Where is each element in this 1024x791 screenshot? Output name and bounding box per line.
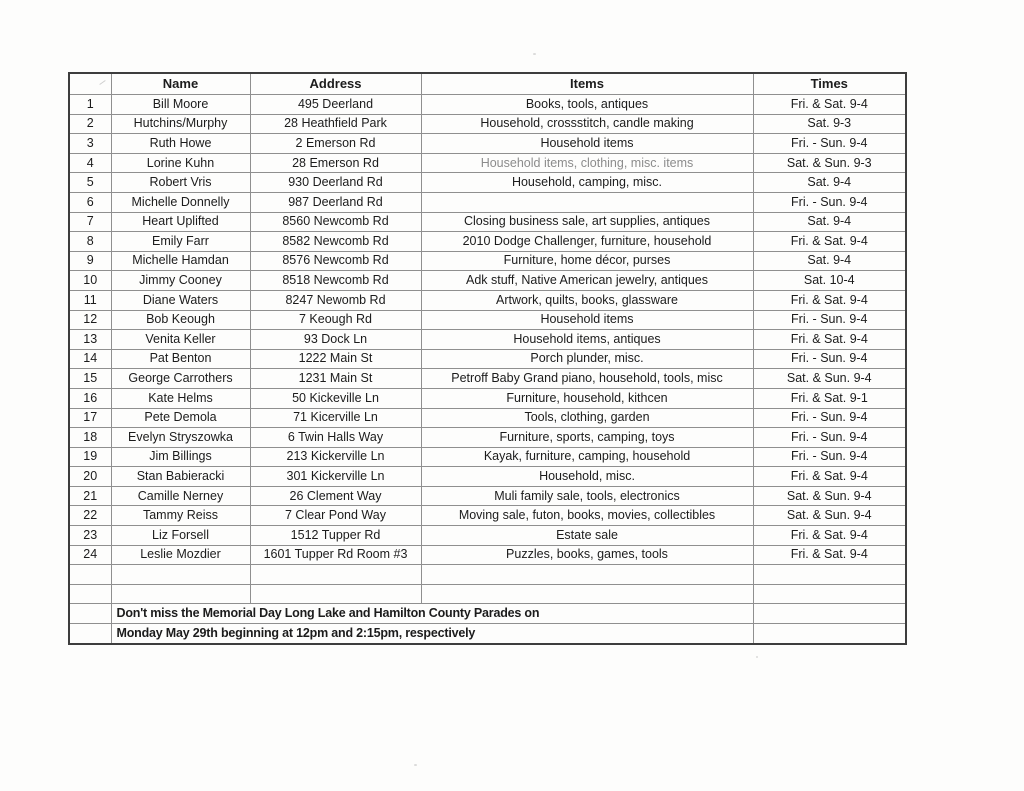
cell-number: 18 xyxy=(69,428,111,448)
cell-name: Tammy Reiss xyxy=(111,506,250,526)
cell-number: 8 xyxy=(69,232,111,252)
cell-address: 301 Kickerville Ln xyxy=(250,467,421,487)
note-row xyxy=(69,624,906,644)
table-row xyxy=(69,388,906,408)
cell-times: Sat. 9-3 xyxy=(753,114,906,134)
cell-times: Fri. & Sat. 9-4 xyxy=(753,526,906,546)
cell-times: Sat. & Sun. 9-4 xyxy=(753,369,906,389)
table-row xyxy=(69,545,906,565)
cell-name: Robert Vris xyxy=(111,173,250,193)
cell-name: Pat Benton xyxy=(111,349,250,369)
scan-speck xyxy=(533,53,536,55)
cell-number: 1 xyxy=(69,95,111,115)
cell-address: 93 Dock Ln xyxy=(250,330,421,350)
cell-address: 28 Emerson Rd xyxy=(250,153,421,173)
cell-name: Heart Uplifted xyxy=(111,212,250,232)
cell-times xyxy=(753,584,906,604)
cell-times: Fri. - Sun. 9-4 xyxy=(753,310,906,330)
table-row xyxy=(69,212,906,232)
cell-times: Fri. & Sat. 9-4 xyxy=(753,232,906,252)
cell-times: Fri. - Sun. 9-4 xyxy=(753,428,906,448)
cell-number: 14 xyxy=(69,349,111,369)
cell-number: 23 xyxy=(69,526,111,546)
header-row xyxy=(69,73,906,95)
cell-number: 15 xyxy=(69,369,111,389)
scan-speck xyxy=(414,764,417,766)
cell-times: Fri. - Sun. 9-4 xyxy=(753,447,906,467)
cell-name: Kate Helms xyxy=(111,388,250,408)
cell-number: 6 xyxy=(69,192,111,212)
cell-name: George Carrothers xyxy=(111,369,250,389)
cell-times: Fri. - Sun. 9-4 xyxy=(753,349,906,369)
cell-times: Fri. & Sat. 9-4 xyxy=(753,467,906,487)
cell-items xyxy=(421,565,753,585)
cell-items: Tools, clothing, garden xyxy=(421,408,753,428)
cell-items: Puzzles, books, games, tools xyxy=(421,545,753,565)
cell-name: Pete Demola xyxy=(111,408,250,428)
table-row xyxy=(69,467,906,487)
cell-name: Bill Moore xyxy=(111,95,250,115)
empty-row xyxy=(69,565,906,585)
table-row xyxy=(69,486,906,506)
table-row xyxy=(69,428,906,448)
cell-times: Fri. - Sun. 9-4 xyxy=(753,134,906,154)
cell-address: 930 Deerland Rd xyxy=(250,173,421,193)
table-row xyxy=(69,153,906,173)
cell-times xyxy=(753,604,906,624)
cell-name: Bob Keough xyxy=(111,310,250,330)
cell-address: 8576 Newcomb Rd xyxy=(250,251,421,271)
cell-items: Adk stuff, Native American jewelry, antiques xyxy=(421,271,753,291)
cell-times: Fri. & Sat. 9-4 xyxy=(753,330,906,350)
cell-name xyxy=(111,565,250,585)
header-address: Address xyxy=(250,73,421,95)
cell-name: Leslie Mozdier xyxy=(111,545,250,565)
header-name: Name xyxy=(111,73,250,95)
cell-address: 495 Deerland xyxy=(250,95,421,115)
cell-times: Fri. & Sat. 9-4 xyxy=(753,95,906,115)
cell-number xyxy=(69,624,111,644)
garage-sale-table xyxy=(68,72,907,645)
header-num xyxy=(69,73,111,95)
table-row xyxy=(69,447,906,467)
cell-items: Petroff Baby Grand piano, household, tools, misc xyxy=(421,369,753,389)
cell-number: 19 xyxy=(69,447,111,467)
cell-number: 4 xyxy=(69,153,111,173)
cell-address: 71 Kicerville Ln xyxy=(250,408,421,428)
cell-address: 987 Deerland Rd xyxy=(250,192,421,212)
cell-address: 1601 Tupper Rd Room #3 xyxy=(250,545,421,565)
cell-address: 50 Kickeville Ln xyxy=(250,388,421,408)
cell-times: Fri. & Sat. 9-4 xyxy=(753,545,906,565)
cell-address: 213 Kickerville Ln xyxy=(250,447,421,467)
scan-speck xyxy=(756,656,758,658)
cell-number: 24 xyxy=(69,545,111,565)
cell-name: Lorine Kuhn xyxy=(111,153,250,173)
cell-name: Michelle Hamdan xyxy=(111,251,250,271)
table-row xyxy=(69,408,906,428)
cell-name: Liz Forsell xyxy=(111,526,250,546)
cell-name: Diane Waters xyxy=(111,290,250,310)
cell-items: Household items, antiques xyxy=(421,330,753,350)
cell-items: Furniture, household, kithcen xyxy=(421,388,753,408)
cell-number: 3 xyxy=(69,134,111,154)
cell-times xyxy=(753,624,906,644)
cell-address: 2 Emerson Rd xyxy=(250,134,421,154)
cell-address: 1231 Main St xyxy=(250,369,421,389)
cell-name: Venita Keller xyxy=(111,330,250,350)
cell-name: Jimmy Cooney xyxy=(111,271,250,291)
cell-items: 2010 Dodge Challenger, furniture, household xyxy=(421,232,753,252)
cell-items: Kayak, furniture, camping, household xyxy=(421,447,753,467)
cell-number xyxy=(69,565,111,585)
cell-times: Sat. 9-4 xyxy=(753,173,906,193)
table-row xyxy=(69,369,906,389)
cell-items: Household, crossstitch, candle making xyxy=(421,114,753,134)
cell-times: Sat. & Sun. 9-4 xyxy=(753,506,906,526)
table-row xyxy=(69,271,906,291)
note-row xyxy=(69,604,906,624)
cell-number xyxy=(69,584,111,604)
table-row xyxy=(69,526,906,546)
cell-number: 12 xyxy=(69,310,111,330)
empty-row xyxy=(69,584,906,604)
cell-name: Ruth Howe xyxy=(111,134,250,154)
cell-name: Hutchins/Murphy xyxy=(111,114,250,134)
cell-times xyxy=(753,565,906,585)
cell-items: Household items xyxy=(421,134,753,154)
cell-items xyxy=(421,584,753,604)
cell-times: Sat. 9-4 xyxy=(753,251,906,271)
cell-number: 9 xyxy=(69,251,111,271)
cell-items: Furniture, sports, camping, toys xyxy=(421,428,753,448)
table-row xyxy=(69,95,906,115)
cell-address: 28 Heathfield Park xyxy=(250,114,421,134)
cell-items: Estate sale xyxy=(421,526,753,546)
cell-address: 8582 Newcomb Rd xyxy=(250,232,421,252)
cell-number: 11 xyxy=(69,290,111,310)
cell-address xyxy=(250,565,421,585)
cell-times: Sat. & Sun. 9-3 xyxy=(753,153,906,173)
cell-items: Household, misc. xyxy=(421,467,753,487)
cell-items: Muli family sale, tools, electronics xyxy=(421,486,753,506)
cell-address: 8518 Newcomb Rd xyxy=(250,271,421,291)
table-row xyxy=(69,173,906,193)
cell-number: 2 xyxy=(69,114,111,134)
cell-number: 16 xyxy=(69,388,111,408)
cell-address: 7 Keough Rd xyxy=(250,310,421,330)
cell-number: 21 xyxy=(69,486,111,506)
cell-items: Books, tools, antiques xyxy=(421,95,753,115)
cell-name xyxy=(111,584,250,604)
cell-number: 10 xyxy=(69,271,111,291)
cell-address: 1512 Tupper Rd xyxy=(250,526,421,546)
cell-name: Jim Billings xyxy=(111,447,250,467)
note-text: Monday May 29th beginning at 12pm and 2:15pm, respectively xyxy=(111,624,753,644)
cell-times: Fri. & Sat. 9-1 xyxy=(753,388,906,408)
cell-times: Sat. & Sun. 9-4 xyxy=(753,486,906,506)
cell-items xyxy=(421,192,753,212)
cell-number: 20 xyxy=(69,467,111,487)
table-row xyxy=(69,114,906,134)
cell-name: Evelyn Stryszowka xyxy=(111,428,250,448)
cell-times: Fri. - Sun. 9-4 xyxy=(753,408,906,428)
note-text: Don't miss the Memorial Day Long Lake and Hamilton County Parades on xyxy=(111,604,753,624)
table-row xyxy=(69,192,906,212)
table-row xyxy=(69,330,906,350)
cell-name: Stan Babieracki xyxy=(111,467,250,487)
table-row xyxy=(69,232,906,252)
table-row xyxy=(69,134,906,154)
cell-address: 7 Clear Pond Way xyxy=(250,506,421,526)
cell-name: Emily Farr xyxy=(111,232,250,252)
cell-items: Moving sale, futon, books, movies, collectibles xyxy=(421,506,753,526)
cell-number xyxy=(69,604,111,624)
cell-address: 26 Clement Way xyxy=(250,486,421,506)
table-row xyxy=(69,349,906,369)
table-row xyxy=(69,290,906,310)
table-row xyxy=(69,506,906,526)
cell-times: Fri. - Sun. 9-4 xyxy=(753,192,906,212)
cell-items: Household, camping, misc. xyxy=(421,173,753,193)
cell-number: 13 xyxy=(69,330,111,350)
cell-items: Artwork, quilts, books, glassware xyxy=(421,290,753,310)
cell-times: Sat. 9-4 xyxy=(753,212,906,232)
cell-name: Michelle Donnelly xyxy=(111,192,250,212)
cell-times: Sat. 10-4 xyxy=(753,271,906,291)
cell-number: 5 xyxy=(69,173,111,193)
cell-number: 22 xyxy=(69,506,111,526)
cell-number: 17 xyxy=(69,408,111,428)
cell-items: Furniture, home décor, purses xyxy=(421,251,753,271)
cell-items: Household items xyxy=(421,310,753,330)
table-row xyxy=(69,251,906,271)
header-items: Items xyxy=(421,73,753,95)
cell-items: Porch plunder, misc. xyxy=(421,349,753,369)
cell-address: 6 Twin Halls Way xyxy=(250,428,421,448)
cell-number: 7 xyxy=(69,212,111,232)
header-times: Times xyxy=(753,73,906,95)
cell-address: 8247 Newomb Rd xyxy=(250,290,421,310)
cell-name: Camille Nerney xyxy=(111,486,250,506)
cell-times: Fri. & Sat. 9-4 xyxy=(753,290,906,310)
cell-items: Household items, clothing, misc. items xyxy=(421,153,753,173)
cell-items: Closing business sale, art supplies, antiques xyxy=(421,212,753,232)
table-row xyxy=(69,310,906,330)
cell-address: 8560 Newcomb Rd xyxy=(250,212,421,232)
cell-address xyxy=(250,584,421,604)
cell-address: 1222 Main St xyxy=(250,349,421,369)
